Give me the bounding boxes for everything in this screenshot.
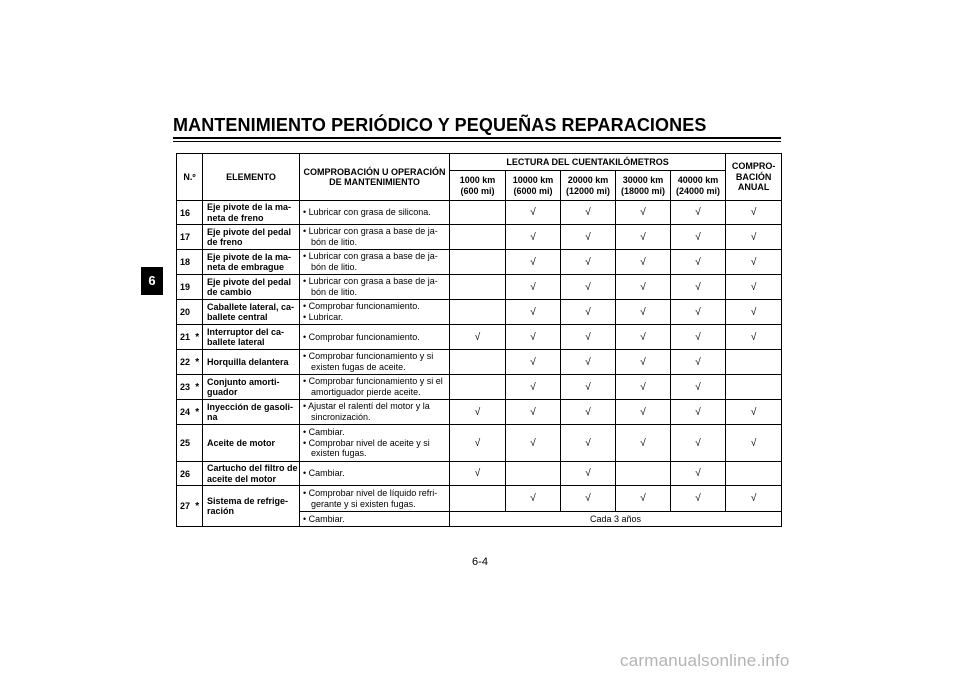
row-element: Inyección de gasoli-na bbox=[203, 400, 300, 425]
check-mark: √ bbox=[506, 486, 561, 512]
empty-cell bbox=[506, 462, 561, 486]
empty-cell bbox=[450, 201, 506, 225]
check-mark: √ bbox=[671, 225, 726, 250]
check-mark: √ bbox=[561, 400, 616, 425]
check-mark: √ bbox=[671, 250, 726, 275]
table-row bbox=[177, 225, 782, 250]
table-row bbox=[177, 275, 782, 300]
row-star: * bbox=[193, 375, 203, 400]
row-operation bbox=[300, 250, 450, 275]
check-mark: √ bbox=[616, 275, 671, 300]
row-operation bbox=[300, 201, 450, 225]
row-operation bbox=[300, 486, 450, 512]
row-number: 27 bbox=[177, 486, 193, 527]
row-number: 19 bbox=[177, 275, 193, 300]
check-mark: √ bbox=[450, 462, 506, 486]
check-mark: √ bbox=[616, 486, 671, 512]
table-row bbox=[177, 250, 782, 275]
check-mark: √ bbox=[671, 325, 726, 350]
row-element: Sistema de refrige-ración bbox=[203, 486, 300, 527]
table-row bbox=[177, 375, 782, 400]
operation-item: • Comprobar funcionamiento y si existen fugas de aceite. bbox=[303, 351, 434, 372]
row-element: Aceite de motor bbox=[203, 425, 300, 462]
row-operation bbox=[300, 350, 450, 375]
page-number: 6-4 bbox=[472, 556, 488, 568]
row-number: 16 bbox=[177, 201, 193, 225]
check-mark: √ bbox=[506, 325, 561, 350]
row-number: 23 bbox=[177, 375, 193, 400]
row-star bbox=[193, 250, 203, 275]
check-mark: √ bbox=[616, 375, 671, 400]
empty-cell bbox=[726, 375, 782, 400]
check-mark: √ bbox=[561, 275, 616, 300]
interval-span-text: Cada 3 años bbox=[450, 512, 782, 527]
check-mark: √ bbox=[450, 425, 506, 462]
check-mark: √ bbox=[671, 425, 726, 462]
header-annual: COMPRO-BACIÓN ANUAL bbox=[726, 154, 782, 201]
watermark: carmanualsonline.info bbox=[620, 651, 790, 670]
row-operation bbox=[300, 425, 450, 462]
header-element: ELEMENTO bbox=[203, 154, 300, 201]
check-mark: √ bbox=[506, 425, 561, 462]
row-star bbox=[193, 225, 203, 250]
row-star: * bbox=[193, 486, 203, 527]
operation-item: • Comprobar nivel de aceite y si existen fugas. bbox=[303, 437, 430, 459]
empty-cell bbox=[450, 350, 506, 375]
row-star bbox=[193, 275, 203, 300]
operation-item: • Cambiar. bbox=[303, 513, 345, 524]
row-element: Eje pivote del pedal de freno bbox=[203, 225, 300, 250]
empty-cell bbox=[450, 375, 506, 400]
row-operation bbox=[300, 462, 450, 486]
row-operation bbox=[300, 225, 450, 250]
header-interval: 20000 km (12000 mi) bbox=[561, 171, 616, 201]
check-mark: √ bbox=[671, 350, 726, 375]
check-mark: √ bbox=[671, 201, 726, 225]
row-element: Eje pivote de la ma-neta de embrague bbox=[203, 250, 300, 275]
check-mark: √ bbox=[561, 201, 616, 225]
header-interval: 30000 km (18000 mi) bbox=[616, 171, 671, 201]
check-mark: √ bbox=[616, 425, 671, 462]
row-star: * bbox=[193, 325, 203, 350]
check-mark: √ bbox=[561, 300, 616, 325]
header-operation: COMPROBACIÓN U OPERACIÓN DE MANTENIMIENTO bbox=[300, 154, 450, 201]
check-mark: √ bbox=[616, 400, 671, 425]
row-star bbox=[193, 201, 203, 225]
row-star: * bbox=[193, 400, 203, 425]
table-row bbox=[177, 400, 782, 425]
check-mark: √ bbox=[506, 225, 561, 250]
row-element: Cartucho del filtro de aceite del motor bbox=[203, 462, 300, 486]
operation-item: • Lubricar con grasa a base de ja-bón de litio. bbox=[303, 276, 438, 297]
check-mark: √ bbox=[561, 375, 616, 400]
check-mark: √ bbox=[506, 350, 561, 375]
row-number: 26 bbox=[177, 462, 193, 486]
check-mark: √ bbox=[616, 350, 671, 375]
operation-item: • Lubricar. bbox=[303, 312, 344, 322]
title-rule-thick bbox=[173, 137, 781, 139]
check-mark: √ bbox=[671, 375, 726, 400]
operation-item: • Comprobar funcionamiento. bbox=[303, 301, 420, 312]
row-element: Caballete lateral, ca-ballete central bbox=[203, 300, 300, 325]
table-row bbox=[177, 300, 782, 325]
check-mark: √ bbox=[616, 225, 671, 250]
check-mark: √ bbox=[726, 486, 782, 512]
check-mark: √ bbox=[506, 201, 561, 225]
table-row bbox=[177, 486, 782, 512]
row-star: * bbox=[193, 350, 203, 375]
row-operation bbox=[300, 512, 450, 527]
row-element: Interruptor del ca-ballete lateral bbox=[203, 325, 300, 350]
check-mark: √ bbox=[671, 462, 726, 486]
check-mark: √ bbox=[450, 400, 506, 425]
table-row bbox=[177, 462, 782, 486]
check-mark: √ bbox=[561, 486, 616, 512]
row-number: 20 bbox=[177, 300, 193, 325]
check-mark: √ bbox=[561, 325, 616, 350]
check-mark: √ bbox=[726, 425, 782, 462]
empty-cell bbox=[450, 275, 506, 300]
check-mark: √ bbox=[726, 325, 782, 350]
check-mark: √ bbox=[561, 350, 616, 375]
check-mark: √ bbox=[561, 225, 616, 250]
check-mark: √ bbox=[726, 225, 782, 250]
row-operation bbox=[300, 400, 450, 425]
row-number: 22 bbox=[177, 350, 193, 375]
title-rule-thin bbox=[173, 141, 781, 142]
table-row bbox=[177, 325, 782, 350]
row-operation bbox=[300, 375, 450, 400]
operation-item: • Lubricar con grasa a base de ja-bón de litio. bbox=[303, 251, 438, 272]
header-interval: 40000 km (24000 mi) bbox=[671, 171, 726, 201]
row-number: 21 bbox=[177, 325, 193, 350]
row-star bbox=[193, 300, 203, 325]
check-mark: √ bbox=[506, 375, 561, 400]
table-row bbox=[177, 201, 782, 225]
row-number: 18 bbox=[177, 250, 193, 275]
empty-cell bbox=[450, 300, 506, 325]
header-interval: 10000 km (6000 mi) bbox=[506, 171, 561, 201]
operation-item: • Comprobar nivel de líquido refri-gerante y si existen fugas. bbox=[303, 487, 438, 509]
row-number: 17 bbox=[177, 225, 193, 250]
check-mark: √ bbox=[506, 400, 561, 425]
empty-cell bbox=[450, 225, 506, 250]
table-row bbox=[177, 425, 782, 462]
row-operation bbox=[300, 300, 450, 325]
check-mark: √ bbox=[616, 201, 671, 225]
row-element: Conjunto amorti-guador bbox=[203, 375, 300, 400]
operation-item: • Cambiar. bbox=[303, 468, 345, 479]
operation-item: • Lubricar con grasa a base de ja-bón de litio. bbox=[303, 226, 438, 247]
row-star bbox=[193, 425, 203, 462]
operation-item: • Ajustar el ralentí del motor y la sincronización. bbox=[303, 401, 430, 422]
operation-item: • Cambiar. bbox=[303, 426, 345, 437]
check-mark: √ bbox=[561, 425, 616, 462]
row-element: Horquilla delantera bbox=[203, 350, 300, 375]
header-interval: 1000 km (600 mi) bbox=[450, 171, 506, 201]
check-mark: √ bbox=[726, 250, 782, 275]
check-mark: √ bbox=[506, 250, 561, 275]
check-mark: √ bbox=[726, 400, 782, 425]
empty-cell bbox=[726, 462, 782, 486]
page-title: MANTENIMIENTO PERIÓDICO Y PEQUEÑAS REPARACIONES bbox=[173, 115, 707, 135]
check-mark: √ bbox=[561, 250, 616, 275]
check-mark: √ bbox=[616, 300, 671, 325]
empty-cell bbox=[450, 486, 506, 512]
check-mark: √ bbox=[506, 300, 561, 325]
header-no: N.º bbox=[177, 154, 203, 201]
table-row bbox=[177, 350, 782, 375]
operation-item: • Comprobar funcionamiento. bbox=[303, 331, 420, 342]
check-mark: √ bbox=[671, 400, 726, 425]
row-number: 24 bbox=[177, 400, 193, 425]
check-mark: √ bbox=[450, 325, 506, 350]
row-element: Eje pivote de la ma-neta de freno bbox=[203, 201, 300, 225]
row-operation bbox=[300, 325, 450, 350]
check-mark: √ bbox=[726, 201, 782, 225]
chapter-tab: 6 bbox=[141, 267, 163, 295]
row-star bbox=[193, 462, 203, 486]
empty-cell bbox=[616, 462, 671, 486]
operation-item: • Lubricar con grasa de silicona. bbox=[303, 207, 431, 218]
check-mark: √ bbox=[726, 275, 782, 300]
row-operation bbox=[300, 275, 450, 300]
check-mark: √ bbox=[616, 250, 671, 275]
header-odometer: LECTURA DEL CUENTAKILÓMETROS bbox=[450, 154, 726, 171]
empty-cell bbox=[726, 350, 782, 375]
check-mark: √ bbox=[671, 486, 726, 512]
check-mark: √ bbox=[726, 300, 782, 325]
empty-cell bbox=[450, 250, 506, 275]
operation-item: • Comprobar funcionamiento y si el amortiguador pierde aceite. bbox=[303, 376, 443, 397]
check-mark: √ bbox=[561, 462, 616, 486]
row-element: Eje pivote del pedal de cambio bbox=[203, 275, 300, 300]
maintenance-table bbox=[176, 153, 782, 527]
row-number: 25 bbox=[177, 425, 193, 462]
check-mark: √ bbox=[506, 275, 561, 300]
check-mark: √ bbox=[671, 275, 726, 300]
check-mark: √ bbox=[616, 325, 671, 350]
check-mark: √ bbox=[671, 300, 726, 325]
